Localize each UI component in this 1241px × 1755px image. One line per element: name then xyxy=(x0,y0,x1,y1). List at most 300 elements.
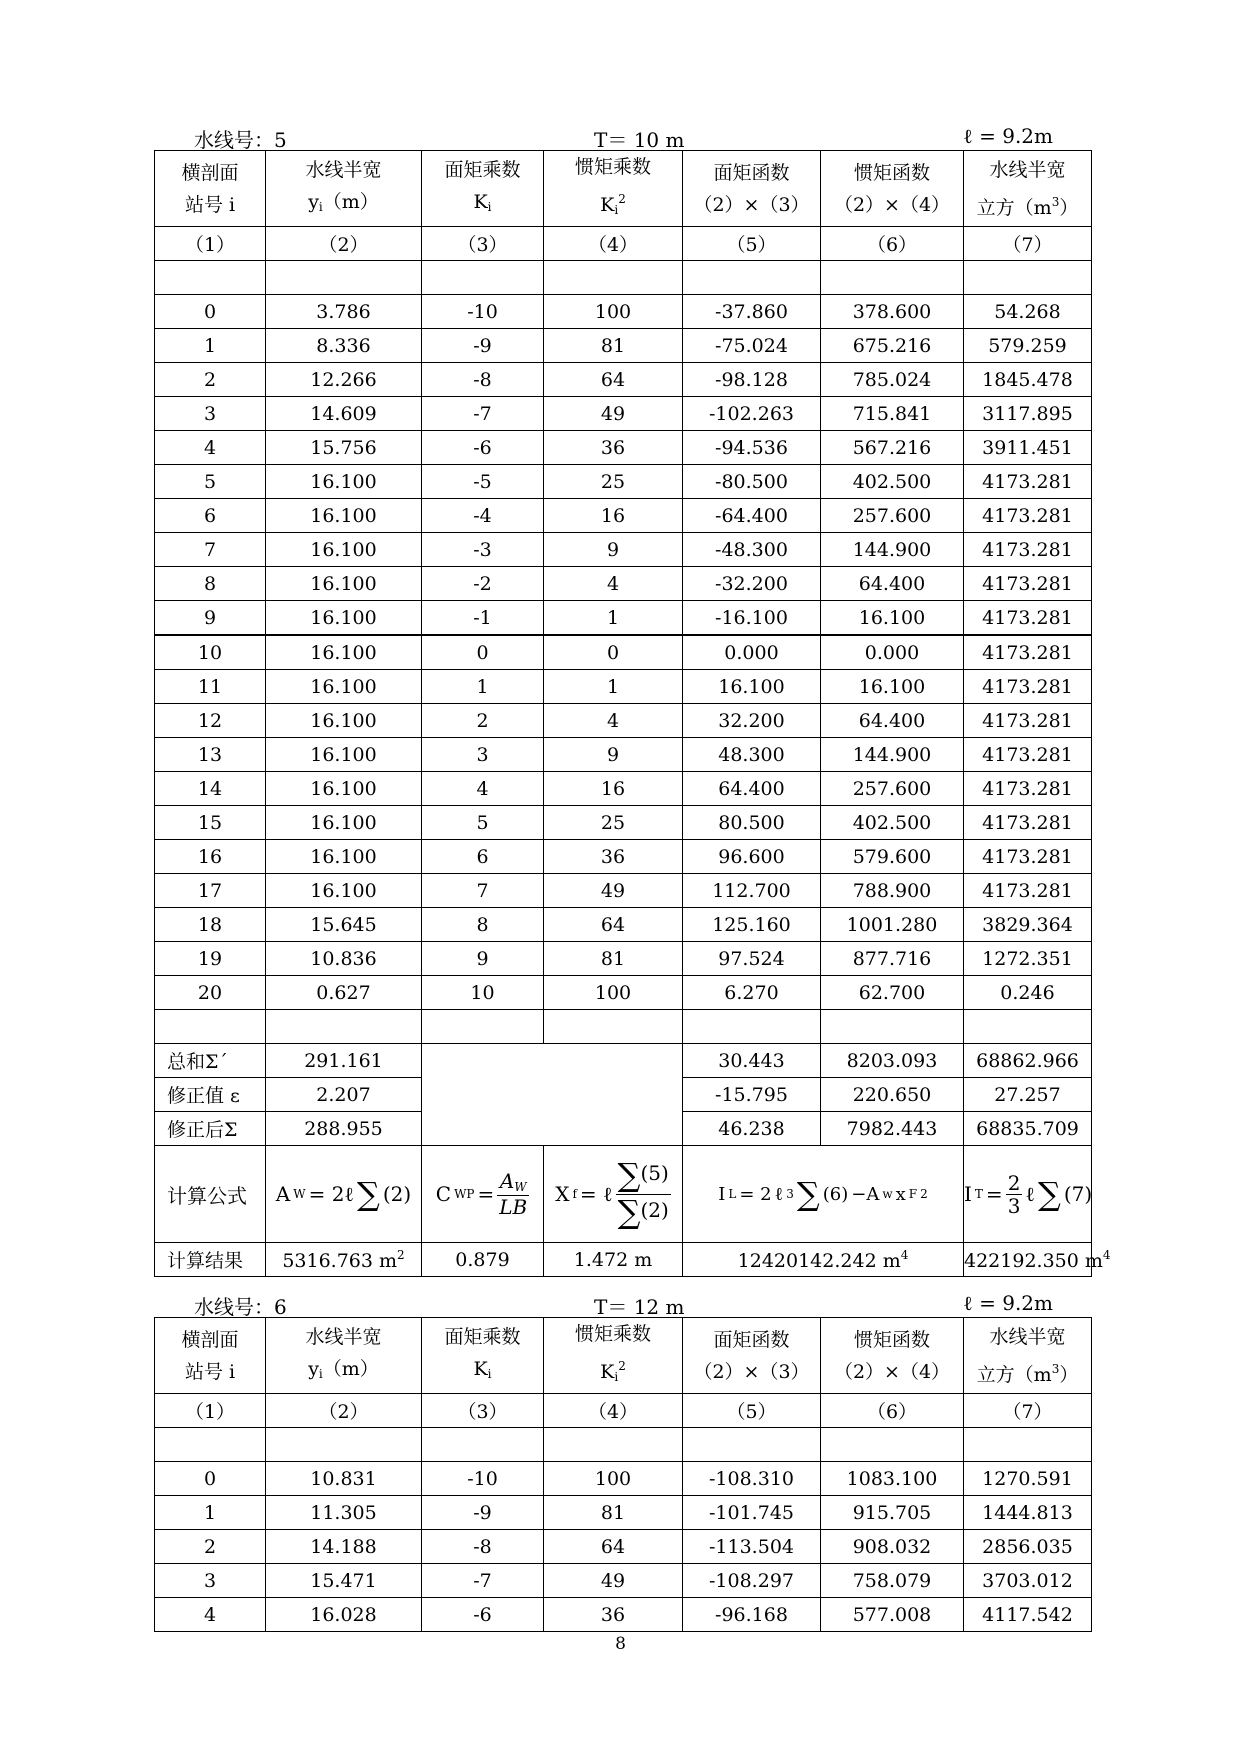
header-half-breadth xyxy=(266,151,422,227)
header-inertia-function xyxy=(821,1318,964,1394)
table-cell xyxy=(821,295,964,329)
cell-value: 16.100 xyxy=(310,675,377,698)
table-cell xyxy=(266,772,422,806)
formula-symbol: C xyxy=(435,1182,452,1206)
cell-value: 715.841 xyxy=(852,402,932,425)
result-value: 5316.763 m xyxy=(282,1249,398,1272)
table-cell xyxy=(422,1598,544,1632)
cell-value: 15 xyxy=(197,811,223,834)
empty-cell xyxy=(964,1010,1092,1044)
table-cell xyxy=(821,976,964,1010)
table-cell xyxy=(683,533,821,567)
table-cell xyxy=(821,738,964,772)
cell-value: 4173.281 xyxy=(982,504,1073,527)
table-cell xyxy=(266,567,422,601)
result-row xyxy=(155,1243,1092,1277)
header-symbol: K xyxy=(473,1358,488,1380)
column-number: （6） xyxy=(866,234,918,256)
cell-value: 288.955 xyxy=(304,1117,383,1140)
header-label: 面矩函数 xyxy=(713,1328,790,1351)
cell-value: -5 xyxy=(473,470,492,493)
cell-value: 0 xyxy=(203,1467,217,1490)
table-cell xyxy=(821,1598,964,1632)
header-label: 立方（m xyxy=(976,196,1052,219)
cell-value: 46.238 xyxy=(718,1117,785,1140)
empty-cell xyxy=(544,261,683,295)
cell-value: 8203.093 xyxy=(846,1049,938,1072)
table-cell xyxy=(266,431,422,465)
table-cell xyxy=(544,1462,683,1496)
header-label: 面矩乘数 xyxy=(444,159,521,181)
result-value: 12420142.242 m xyxy=(737,1249,901,1272)
table-row xyxy=(155,363,1092,397)
table-cell xyxy=(683,1496,821,1530)
fraction xyxy=(616,1158,671,1229)
formula-subscript: F xyxy=(908,1187,918,1201)
cell-value: 9 xyxy=(476,947,489,970)
cell-value: 1845.478 xyxy=(982,368,1073,391)
table-cell xyxy=(544,772,683,806)
cell-value: 3 xyxy=(476,743,489,766)
table-cell xyxy=(683,1112,821,1146)
cell-value: 14 xyxy=(197,777,223,800)
table-cell xyxy=(683,635,821,670)
table-row xyxy=(155,704,1092,738)
column-number-cell xyxy=(964,227,1092,261)
header-label: 横剖面 xyxy=(181,161,239,184)
cell-value: 877.716 xyxy=(852,947,932,970)
cell-value: 36 xyxy=(600,436,626,459)
column-number: （1） xyxy=(184,1401,236,1423)
cell-value: 49 xyxy=(600,879,626,902)
table-cell xyxy=(964,635,1092,670)
formula-subscript: W xyxy=(293,1187,306,1201)
table-cell xyxy=(964,942,1092,976)
empty-cell xyxy=(422,261,544,295)
cell-value: 758.079 xyxy=(852,1569,932,1592)
cell-value: -7 xyxy=(473,1569,492,1592)
table-row xyxy=(155,397,1092,431)
cell-value: 19 xyxy=(197,947,223,970)
cell-value: 25 xyxy=(600,811,626,834)
cell-value: 49 xyxy=(600,402,626,425)
numerator xyxy=(616,1158,671,1194)
table-cell xyxy=(964,601,1092,636)
table-cell xyxy=(155,704,266,738)
empty-cell xyxy=(964,261,1092,295)
table-cell xyxy=(964,874,1092,908)
waterplane-area-formula xyxy=(276,1175,411,1213)
cell-value: 16.100 xyxy=(718,675,785,698)
cell-value: 32.200 xyxy=(718,709,785,732)
cell-value: 577.008 xyxy=(852,1603,932,1626)
cell-value: 15.645 xyxy=(310,913,377,936)
table-cell xyxy=(544,976,683,1010)
table-cell xyxy=(266,874,422,908)
row-label: 计算公式 xyxy=(167,1183,247,1208)
cell-value: 908.032 xyxy=(852,1535,932,1558)
table-1-caption xyxy=(154,124,1091,150)
header-label: （2）×（3） xyxy=(693,193,810,216)
cell-value: 16.100 xyxy=(310,879,377,902)
table-cell xyxy=(266,1462,422,1496)
draft-label: T＝ 10 m xyxy=(594,128,685,152)
header-superscript: 2 xyxy=(618,192,626,206)
formula-symbol: ℓ xyxy=(774,1183,784,1205)
header-subscript: i xyxy=(318,1367,323,1381)
cell-value: 402.500 xyxy=(852,470,932,493)
header-label: （2）×（4） xyxy=(833,1360,951,1383)
table-cell xyxy=(683,499,821,533)
sigma-symbol: ∑ xyxy=(357,1175,380,1213)
table-cell xyxy=(544,942,683,976)
cell-value: 0 xyxy=(203,300,217,323)
waterline-6-block xyxy=(154,1291,1091,1632)
cell-value: 16.100 xyxy=(310,777,377,800)
row-label-cell xyxy=(155,1146,266,1243)
table-cell xyxy=(821,1564,964,1598)
table-cell xyxy=(544,533,683,567)
table-cell xyxy=(683,908,821,942)
cell-value: 675.216 xyxy=(852,334,932,357)
formula-text: = xyxy=(477,1182,495,1206)
header-half-breadth-cubed xyxy=(964,151,1092,227)
cell-value: 0.627 xyxy=(316,981,371,1004)
table-cell xyxy=(266,670,422,704)
cell-value: 10 xyxy=(197,641,223,664)
formula-superscript: 2 xyxy=(920,1187,928,1201)
table-cell xyxy=(422,499,544,533)
table-cell xyxy=(155,772,266,806)
table-cell xyxy=(266,1496,422,1530)
cell-value: 579.600 xyxy=(852,845,932,868)
table-cell xyxy=(266,942,422,976)
header-symbol: K xyxy=(600,1361,615,1383)
row-label-cell xyxy=(155,1112,266,1146)
table-cell xyxy=(964,976,1092,1010)
formula-cell xyxy=(964,1146,1092,1243)
table-cell xyxy=(544,363,683,397)
cell-value: 68835.709 xyxy=(976,1117,1079,1140)
table-cell xyxy=(821,363,964,397)
cell-value: 378.600 xyxy=(852,300,932,323)
cell-value: 25 xyxy=(600,470,626,493)
column-number: （5） xyxy=(726,234,777,256)
header-row xyxy=(155,151,1092,227)
table-cell xyxy=(683,601,821,636)
cell-value: 30.443 xyxy=(718,1049,785,1072)
header-label: 惯矩函数 xyxy=(853,1328,930,1351)
table-cell xyxy=(266,738,422,772)
table-cell xyxy=(422,397,544,431)
header-moment-multiplier xyxy=(422,1318,544,1394)
cell-value: 2 xyxy=(203,1535,217,1558)
table-cell xyxy=(266,704,422,738)
formula-cell xyxy=(422,1146,544,1243)
table-cell xyxy=(155,533,266,567)
header-superscript: 2 xyxy=(618,1359,626,1373)
cell-value: 4 xyxy=(476,777,489,800)
cell-value: 915.705 xyxy=(852,1501,932,1524)
cell-value: 81 xyxy=(600,947,626,970)
cell-value: 68862.966 xyxy=(976,1049,1079,1072)
formula-subscript: w xyxy=(882,1187,893,1201)
header-label: 站号 i xyxy=(184,193,236,216)
cell-value: 54.268 xyxy=(994,300,1061,323)
column-number-cell xyxy=(155,227,266,261)
header-half-breadth-cubed xyxy=(964,1318,1092,1394)
empty-cell xyxy=(683,261,821,295)
cell-value: -48.300 xyxy=(715,538,788,561)
cell-value: -37.860 xyxy=(715,300,788,323)
table-cell xyxy=(964,908,1092,942)
cell-value: 1270.591 xyxy=(982,1467,1073,1490)
table-cell xyxy=(544,601,683,636)
table-row xyxy=(155,670,1092,704)
table-cell xyxy=(964,1462,1092,1496)
sigma-symbol: ∑ xyxy=(617,1192,641,1231)
denominator: 3 xyxy=(1007,1193,1021,1218)
empty-cell xyxy=(821,261,964,295)
table-cell xyxy=(155,908,266,942)
formula-symbol: A xyxy=(499,1169,515,1194)
cell-value: 1 xyxy=(476,675,489,698)
column-number-cell xyxy=(422,1394,544,1428)
centroid-formula xyxy=(555,1158,671,1229)
formula-text: = xyxy=(985,1182,1003,1206)
table-cell xyxy=(155,567,266,601)
header-subscript: i xyxy=(487,200,492,214)
cell-value: 4173.281 xyxy=(982,538,1073,561)
table-cell xyxy=(964,363,1092,397)
table-cell xyxy=(266,908,422,942)
cell-value: 4 xyxy=(606,572,620,595)
table-cell xyxy=(821,1530,964,1564)
header-symbol: K xyxy=(600,194,615,216)
column-number: （4） xyxy=(587,1401,639,1423)
station-spacing-label: ℓ = 9.2m xyxy=(963,124,1053,148)
table-cell xyxy=(155,397,266,431)
table-row xyxy=(155,465,1092,499)
table-cell xyxy=(821,1462,964,1496)
column-number: （2） xyxy=(318,1401,369,1423)
column-number: （3） xyxy=(457,234,508,256)
table-cell xyxy=(422,465,544,499)
table-cell xyxy=(544,874,683,908)
cell-value: -102.263 xyxy=(709,402,794,425)
cell-value: -10 xyxy=(467,300,498,323)
table-cell xyxy=(266,1044,422,1078)
cell-value: 125.160 xyxy=(712,913,791,936)
table-cell xyxy=(964,465,1092,499)
formula-text: = 2 xyxy=(739,1183,772,1205)
table-cell xyxy=(155,1496,266,1530)
table-cell xyxy=(683,329,821,363)
row-label: 修正后Σ xyxy=(167,1119,238,1141)
table-row xyxy=(155,601,1092,636)
table-cell xyxy=(266,295,422,329)
table-cell xyxy=(155,840,266,874)
empty-cell xyxy=(544,1010,683,1044)
table-cell xyxy=(821,1496,964,1530)
table-cell xyxy=(266,1564,422,1598)
cell-value: 8 xyxy=(476,913,489,936)
table-cell xyxy=(683,295,821,329)
cell-value: 16.100 xyxy=(310,538,377,561)
formula-text: x xyxy=(895,1183,906,1205)
result-value: 422192.350 m xyxy=(964,1249,1103,1272)
header-label: 站号 i xyxy=(184,1360,236,1383)
cell-value: 4173.281 xyxy=(982,845,1073,868)
cell-value: 11 xyxy=(197,675,223,698)
longitudinal-inertia-formula xyxy=(718,1175,927,1213)
table-cell xyxy=(821,772,964,806)
table-cell xyxy=(821,806,964,840)
cell-value: 48.300 xyxy=(718,743,785,766)
waterplane-coefficient-result xyxy=(422,1243,544,1277)
table-row xyxy=(155,942,1092,976)
table-cell xyxy=(964,1496,1092,1530)
header-label: 面矩乘数 xyxy=(444,1326,521,1348)
cell-value: 112.700 xyxy=(712,879,791,902)
header-label: 惯矩乘数 xyxy=(574,156,651,178)
table-cell xyxy=(683,1564,821,1598)
table-cell xyxy=(422,1564,544,1598)
header-subscript: i xyxy=(487,1367,492,1381)
cell-value: 788.900 xyxy=(852,879,932,902)
cell-value: 16.100 xyxy=(858,675,926,698)
cell-value: 27.257 xyxy=(994,1083,1061,1106)
table-cell xyxy=(964,567,1092,601)
table-cell xyxy=(422,738,544,772)
table-cell xyxy=(422,874,544,908)
header-label: 面矩函数 xyxy=(713,161,790,184)
formula-symbol: A xyxy=(275,1182,291,1206)
cell-value: -9 xyxy=(473,334,492,357)
cell-value: 144.900 xyxy=(852,538,932,561)
column-number: （2） xyxy=(318,234,369,256)
table-row xyxy=(155,1530,1092,1564)
cell-value: 6 xyxy=(476,845,489,868)
cell-value: -32.200 xyxy=(715,572,788,595)
cell-value: -75.024 xyxy=(715,334,788,357)
table-cell xyxy=(422,840,544,874)
table-cell xyxy=(964,397,1092,431)
table-cell xyxy=(155,874,266,908)
table-cell xyxy=(266,1078,422,1112)
column-number: （5） xyxy=(726,1401,777,1423)
cell-value: -16.100 xyxy=(715,606,788,629)
cell-value: -101.745 xyxy=(709,1501,794,1524)
cell-value: 4 xyxy=(606,709,620,732)
table-cell xyxy=(821,533,964,567)
cell-value: -9 xyxy=(473,1501,492,1524)
cell-value: -6 xyxy=(473,436,492,459)
cell-value: 1272.351 xyxy=(982,947,1073,970)
waterline-5-block xyxy=(154,124,1111,1277)
cell-value: 97.524 xyxy=(718,947,785,970)
cell-value: 4173.281 xyxy=(982,606,1073,629)
cell-value: 8 xyxy=(203,572,217,595)
cell-value: 567.216 xyxy=(852,436,932,459)
cell-value: 4 xyxy=(203,1603,217,1626)
cell-value: 291.161 xyxy=(304,1049,383,1072)
column-number-cell xyxy=(544,227,683,261)
table-cell xyxy=(821,670,964,704)
cell-value: 16.100 xyxy=(310,572,377,595)
cell-value: 9 xyxy=(606,743,620,766)
cell-value: -4 xyxy=(473,504,492,527)
empty-cell xyxy=(266,1010,422,1044)
cell-value: 10 xyxy=(470,981,495,1004)
table-cell xyxy=(422,363,544,397)
table-cell xyxy=(544,806,683,840)
header-label: 水线半宽 xyxy=(989,158,1066,181)
formula-cell xyxy=(683,1146,964,1243)
cell-value: 16 xyxy=(197,845,223,868)
waterline-number: 水线号：5 xyxy=(194,128,287,152)
table-cell xyxy=(422,635,544,670)
table-cell xyxy=(155,1598,266,1632)
table-cell xyxy=(683,704,821,738)
cell-value: 7982.443 xyxy=(846,1117,938,1140)
table-cell xyxy=(964,1598,1092,1632)
table-cell xyxy=(266,1530,422,1564)
table-cell xyxy=(544,567,683,601)
formula-cell xyxy=(266,1146,422,1243)
header-label: （2）×（4） xyxy=(833,193,951,216)
cell-value: 9 xyxy=(203,606,217,629)
cell-value: 2.207 xyxy=(316,1083,371,1106)
table-cell xyxy=(155,806,266,840)
column-number-row xyxy=(155,1394,1092,1428)
cell-value: 3.786 xyxy=(316,300,371,323)
cell-value: 9 xyxy=(606,538,620,561)
cell-value: 4173.281 xyxy=(982,641,1073,664)
table-cell xyxy=(544,1598,683,1632)
table-cell xyxy=(683,567,821,601)
table-cell xyxy=(964,295,1092,329)
header-symbol: K xyxy=(473,191,488,213)
row-label: 计算结果 xyxy=(167,1250,244,1272)
formula-symbol: I xyxy=(964,1182,972,1206)
table-cell xyxy=(544,1530,683,1564)
header-subscript: i xyxy=(318,200,323,214)
table-cell xyxy=(683,465,821,499)
empty-cell xyxy=(155,1010,266,1044)
empty-cell xyxy=(964,1428,1092,1462)
table-cell xyxy=(683,397,821,431)
table-cell xyxy=(544,397,683,431)
table-cell xyxy=(964,670,1092,704)
column-number-cell xyxy=(821,1394,964,1428)
blank-row xyxy=(155,1428,1092,1462)
unit-superscript: 2 xyxy=(397,1247,405,1262)
table-cell xyxy=(821,397,964,431)
table-row xyxy=(155,840,1092,874)
cell-value: 579.259 xyxy=(988,334,1067,357)
table-cell xyxy=(821,465,964,499)
cell-value: 64.400 xyxy=(858,572,926,595)
table-cell xyxy=(155,601,266,636)
sigma-symbol: ∑ xyxy=(796,1175,820,1213)
table-cell xyxy=(544,635,683,670)
cell-value: 64 xyxy=(600,368,626,391)
cell-value: -6 xyxy=(473,1603,492,1626)
header-label: 惯矩乘数 xyxy=(574,1323,651,1345)
table-cell xyxy=(821,1044,964,1078)
row-label-cell xyxy=(155,1243,266,1277)
